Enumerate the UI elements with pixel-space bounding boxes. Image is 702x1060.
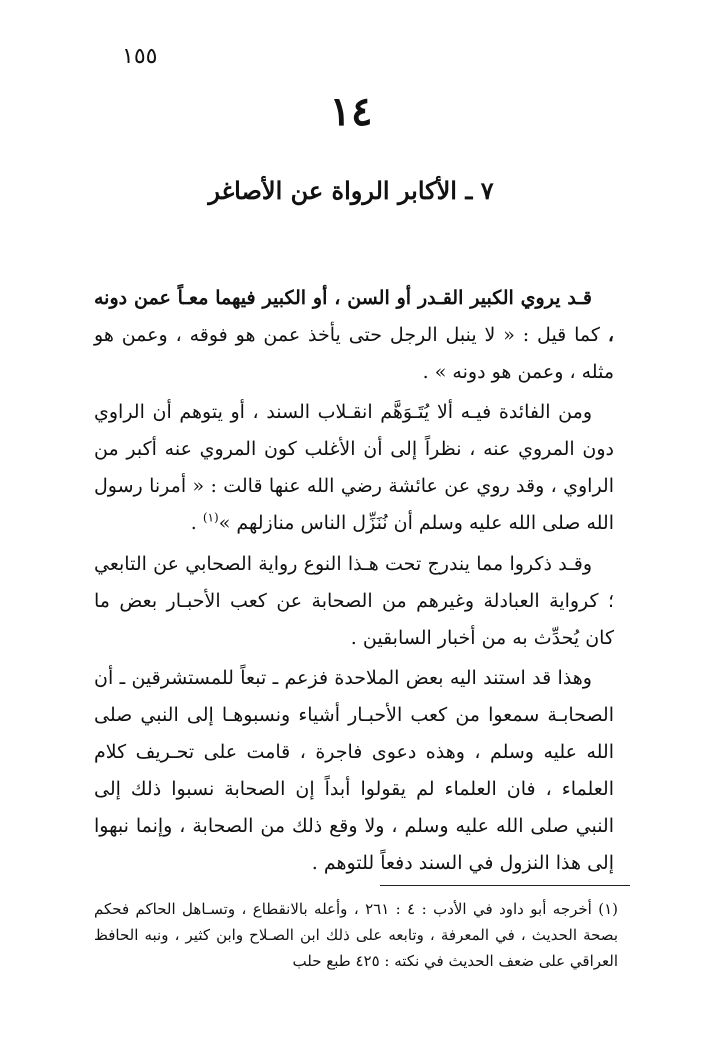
section-title: ٧ ـ الأكابر الرواة عن الأصاغر (208, 176, 494, 205)
chapter-number: ١٤ (329, 88, 373, 135)
paragraph-2-text: ومن الفائدة فيـه ألا يُتَـوَهَّم انقـلاب السند ، أو يتوهم أن الراوي دون المروي عنه ، نظراً إلى أن الأغلب كون المروي عنه أكبر من الراوي ، وقد روي عن عائشة رضي الله عنها قالت : « أمرنا رسول الله صلى الله عليه وسلم أن نُنَزِّل الناس منازلهم » (94, 401, 614, 534)
paragraph-2-end: . (190, 512, 203, 534)
paragraph-2 (94, 394, 614, 542)
paragraph-1-lead: قـد يروي الكبير القـدر أو السن ، أو الكبير فيهما معـاً عمن دونه ، (94, 287, 614, 346)
paragraph-4 (94, 660, 614, 882)
footnote-divider (380, 885, 630, 886)
paragraph-1-text: كما قيل : « لا ينبل الرجل حتى يأخذ عمن هو فوقه ، وعمن هو مثله ، وعمن هو دونه » . (94, 324, 614, 383)
footnote: (١) أخرجه أبو داود في الأدب : ٤ : ٢٦١ ، وأعله بالانقطاع ، وتسـاهل الحاكم فحكم بصحة الحديث ، في المعرفة ، وتابعه على ذلك ابن الصـلاح وابن كثير ، ونبه الحافظ العراقي على ضعف الحديث في نكته : ٤٢٥ طبع حلب (94, 900, 618, 970)
paragraph-4-text: وهذا قد استند اليه بعض الملاحدة فزعم ـ تبعاً للمستشرقين ـ أن الصحابـة سمعوا من كعب الأحبـار أشياء ونسبوهـا إلى النبي صلى الله عليه وسلم ، وهذه دعوى فاجرة ، قامت على تحـريف كلام العلماء ، فان العلماء لم يقولوا أبداً إن الصحابة نسبوا ذلك إلى النبي صلى الله عليه وسلم ، ولا وقع ذلك من الصحابة ، وإنما نبهوا إلى هذا النزول في السند دفعاً للتوهم . (94, 667, 614, 874)
footnote-ref: (١) (202, 510, 219, 525)
page-number: ١٥٥ (122, 44, 158, 69)
paragraph-3 (94, 546, 614, 657)
paragraph-3-text: وقـد ذكروا مما يندرج تحت هـذا النوع رواية الصحابي عن التابعي ؛ كرواية العبادلة وغيرهم من الصحابة عن كعب الأحبـار بعض ما كان يُحدِّث به من أخبار السابقين . (94, 553, 615, 649)
paragraph-1 (94, 280, 614, 391)
